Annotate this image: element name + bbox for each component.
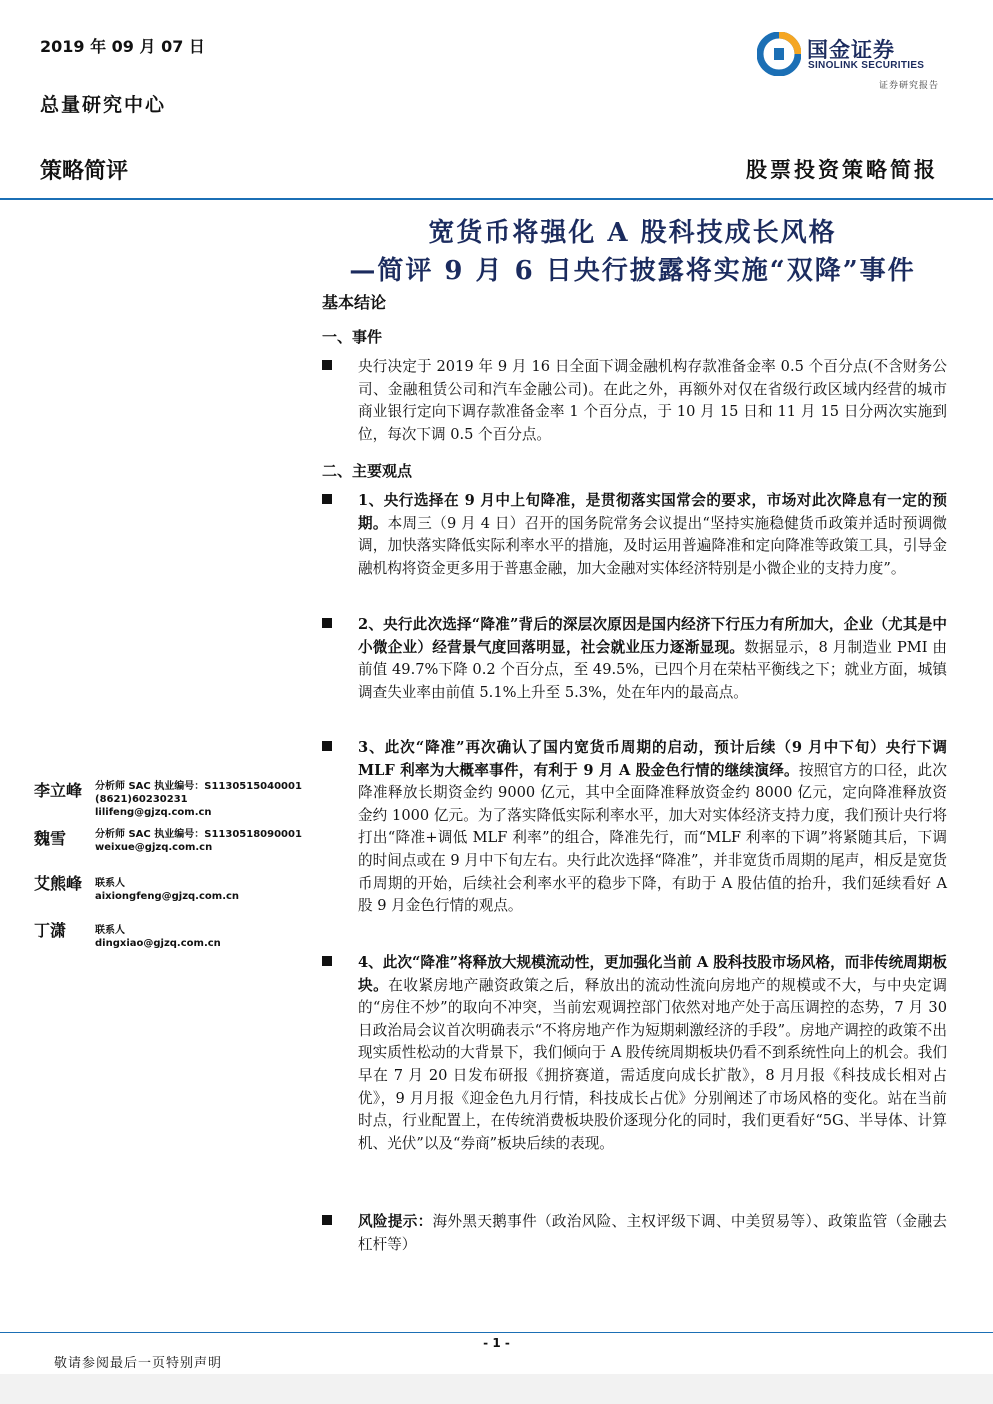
- analyst-cert: 分析师 SAC 执业编号：S1130518090001: [95, 829, 302, 840]
- report-type: 股票投资策略简报: [746, 157, 938, 182]
- point-item-3: [322, 737, 947, 918]
- point-item-4: [322, 952, 947, 1155]
- footer-disclaimer: 敬请参阅最后一页特别声明: [54, 1356, 223, 1371]
- bullet-icon: [322, 956, 332, 966]
- event-heading: 一、事件: [322, 328, 383, 346]
- bullet-icon: [322, 494, 332, 504]
- title-main: 宽货币将强化 A 股科技成长风格: [428, 218, 837, 248]
- logo-cn-text: 国金证券: [807, 38, 895, 62]
- analyst-role: 联系人: [95, 878, 125, 889]
- point-text: 数据显示，8 月制造业 PMI 由前值 49.7%下降 0.2 个百分点，至 49.5%，已四个月在荣枯平衡线之下；就业方面，城镇调查失业率由前值 5.1%上升至 5.3%，处在年内的最高点。: [358, 638, 947, 701]
- event-item: [322, 356, 947, 446]
- analyst-name: 丁潇: [34, 921, 67, 940]
- research-center: 总量研究中心: [40, 94, 167, 116]
- logo-en-text: SINOLINK SECURITIES: [808, 60, 925, 71]
- risk-label: 风险提示：: [358, 1213, 433, 1230]
- analyst-email[interactable]: lilifeng@gjzq.com.cn: [95, 807, 212, 818]
- analyst-email[interactable]: dingxiao@gjzq.com.cn: [95, 938, 221, 949]
- views-heading: 二、主要观点: [322, 462, 413, 480]
- basic-conclusion-heading: 基本结论: [322, 293, 387, 312]
- point-bold: 3、此次“降准”再次确认了国内宽货币周期的启动，预计后续（9 月中下旬）央行下调 MLF 利率为大概率事件，有利于 9 月 A 股金色行情的继续演绎。: [358, 739, 947, 779]
- doc-type: 策略简评: [40, 159, 129, 184]
- logo-subtitle: 证券研究报告: [878, 81, 939, 91]
- point-item-1: [322, 490, 947, 580]
- analyst-name: 艾熊峰: [34, 874, 83, 893]
- sinolink-logo-icon: [757, 32, 801, 76]
- analyst-phone: (8621)60230231: [95, 794, 188, 805]
- analyst-email[interactable]: weixue@gjzq.com.cn: [95, 842, 213, 853]
- bullet-icon: [322, 360, 332, 370]
- page-number: - 1 -: [483, 1336, 510, 1350]
- point-bold: 1、央行选择在 9 月中上旬降准，是贯彻落实国常会的要求，市场对此次降息有一定的预期。: [358, 492, 947, 532]
- bullet-icon: [322, 741, 332, 751]
- point-text: 在收紧房地产融资政策之后，释放出的流动性流向房地产的规模或不大，与中央定调的“房住不炒”的取向不冲突，当前宏观调控部门依然对地产处于高压调控的态势，7 月 30 日政治局会议首次明确表示“不将房地产作为短期刺激经济的手段”。房地产调控的政策不出现实质性松动的大背景下，我们倾向于 A 股传统周期板块仍看不到系统性向上的机会。我们早在 7 月 20 日发布研报《拥挤赛道，需适度向成长扩散》，8 月月报《科技成长相对占优》，9 月月报《迎金色九月行情，科技成长占优》分别阐述了市场风格的变化。站在当前时点，行业配置上，在传统消费板块股价逐现分化的同时，我们更看好“5G、半导体、计算机、光伏”以及“券商”板块后续的表现。: [358, 976, 947, 1152]
- event-text: 央行决定于 2019 年 9 月 16 日全面下调金融机构存款准备金率 0.5 个百分点(不含财务公司、金融租赁公司和汽车金融公司)。在此之外，再额外对仅在省级行政区域内经营的城市商业银行定向下调存款准备金率 1 个百分点，于 10 月 15 日和 11 月 15 日分两次实施到位，每次下调 0.5 个百分点。: [358, 358, 947, 443]
- bullet-icon: [322, 618, 332, 628]
- analyst-email[interactable]: aixiongfeng@gjzq.com.cn: [95, 891, 240, 902]
- footer-divider: [0, 1332, 993, 1333]
- bottom-band: [0, 1374, 993, 1404]
- analyst-name: 魏雪: [34, 829, 67, 848]
- point-item-2: [322, 614, 947, 704]
- report-date: 2019 年 09 月 07 日: [40, 37, 205, 56]
- point-text: 按照官方的口径，此次降准释放长期资金约 9000 亿元，其中全面降准释放资金约 8000 亿元，定向降准释放资金约 1000 亿元。为了落实降低实际利率水平，加大对实体经济支持力度，我们预计央行将打出“降准+调低 MLF 利率”的组合，降准先行，而“MLF 利率的下调”将紧随其后，下调的时间点或在 9 月中下旬左右。央行此次选择“降准”，并非宽货币周期的尾声，相反是宽货币周期的开始，后续社会利率水平的稳步下降，有助于 A 股估值的抬升，我们延续看好 A 股 9 月金色行情的观点。: [358, 761, 947, 915]
- risk-text: 海外黑天鹅事件（政治风险、主权评级下调、中美贸易等）、政策监管（金融去杠杆等）: [358, 1213, 947, 1253]
- risk-item: [322, 1211, 947, 1256]
- analyst-name: 李立峰: [34, 781, 83, 800]
- analyst-cert: 分析师 SAC 执业编号：S1130515040001: [95, 781, 302, 792]
- analyst-role: 联系人: [95, 925, 125, 936]
- bullet-icon: [322, 1215, 332, 1225]
- title-sub: —简评 9 月 6 日央行披露将实施“双降”事件: [349, 256, 916, 286]
- point-bold: 2、央行此次选择“降准”背后的深层次原因是国内经济下行压力有所加大，企业（尤其是中小微企业）经营景气度回落明显，社会就业压力逐渐显现。: [358, 616, 947, 656]
- header-divider: [0, 198, 993, 200]
- point-bold: 4、此次“降准”将释放大规模流动性，更加强化当前 A 股科技股市场风格，而非传统周期板块。: [358, 954, 947, 994]
- company-logo: [757, 32, 947, 92]
- point-text: 本周三（9 月 4 日）召开的国务院常务会议提出“坚持实施稳健货币政策并适时预调微调，加快落实降低实际利率水平的措施，及时运用普遍降准和定向降准等政策工具，引导金融机构将资金更多用于普惠金融，加大金融对实体经济特别是小微企业的支持力度”。: [358, 514, 947, 577]
